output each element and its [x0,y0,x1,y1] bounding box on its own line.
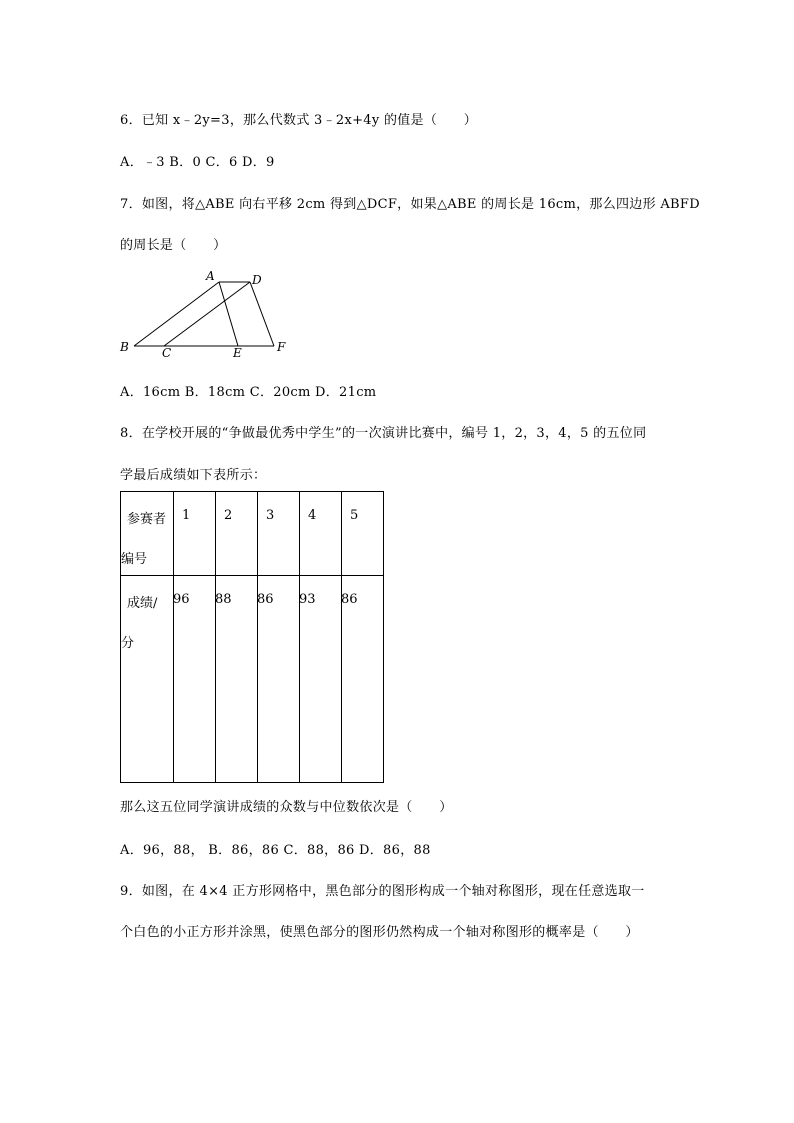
label-d: D [252,273,262,287]
q7-figure [112,262,302,362]
q8-options: A．96，88， B．86，86 C．88，86 D．86，88 [120,843,431,858]
q7-stem-line2: 的周长是（ ） [120,238,227,253]
label-f: F [277,340,286,354]
participant-number: 5 [350,508,359,523]
participant-number: 2 [224,508,233,523]
score-value: 93 [299,592,316,607]
table-row [121,492,384,576]
q8-score-table [120,491,384,783]
participant-number: 3 [266,508,275,523]
header-label-participant: 参赛者 [127,512,167,527]
score-value: 86 [341,592,358,607]
header-label-number: 编号 [121,552,148,567]
label-b: B [120,340,129,354]
q6-options: A．﹣3 B．0 C．6 D．9 [120,155,275,170]
score-value: 88 [215,592,232,607]
label-c: C [162,346,172,360]
q8-stem-line1: 8．在学校开展的“争做最优秀中学生”的一次演讲比赛中，编号 1，2，3，4，5 的五位同 [120,426,647,441]
q7-options: A．16cm B．18cm C．20cm D．21cm [120,385,377,400]
score-value: 96 [173,592,190,607]
q8-stem-line2: 学最后成绩如下表所示： [120,468,267,483]
q9-stem-line1: 9．如图，在 4×4 正方形网格中，黑色部分的图形构成一个轴对称图形，现在任意选取一 [120,884,645,899]
row-label-score: 成绩/ [127,596,158,611]
participant-number: 4 [308,508,317,523]
q9-stem-line2: 个白色的小正方形并涂黑，使黑色部分的图形仍然构成一个轴对称图形的概率是（ ） [120,925,639,940]
score-value: 86 [257,592,274,607]
label-e: E [233,346,242,360]
table-row [121,576,384,783]
label-a: A [206,269,215,283]
row-label-unit: 分 [121,636,135,651]
participant-number: 1 [182,508,191,523]
q7-stem-line1: 7．如图，将△ABE 向右平移 2cm 得到△DCF，如果△ABE 的周长是 16cm，那么四边形 ABFD [120,197,700,212]
q8-question: 那么这五位同学演讲成绩的众数与中位数依次是（ ） [120,800,453,815]
q6-stem: 6．已知 x﹣2y=3，那么代数式 3﹣2x+4y 的值是（ ） [120,113,478,128]
